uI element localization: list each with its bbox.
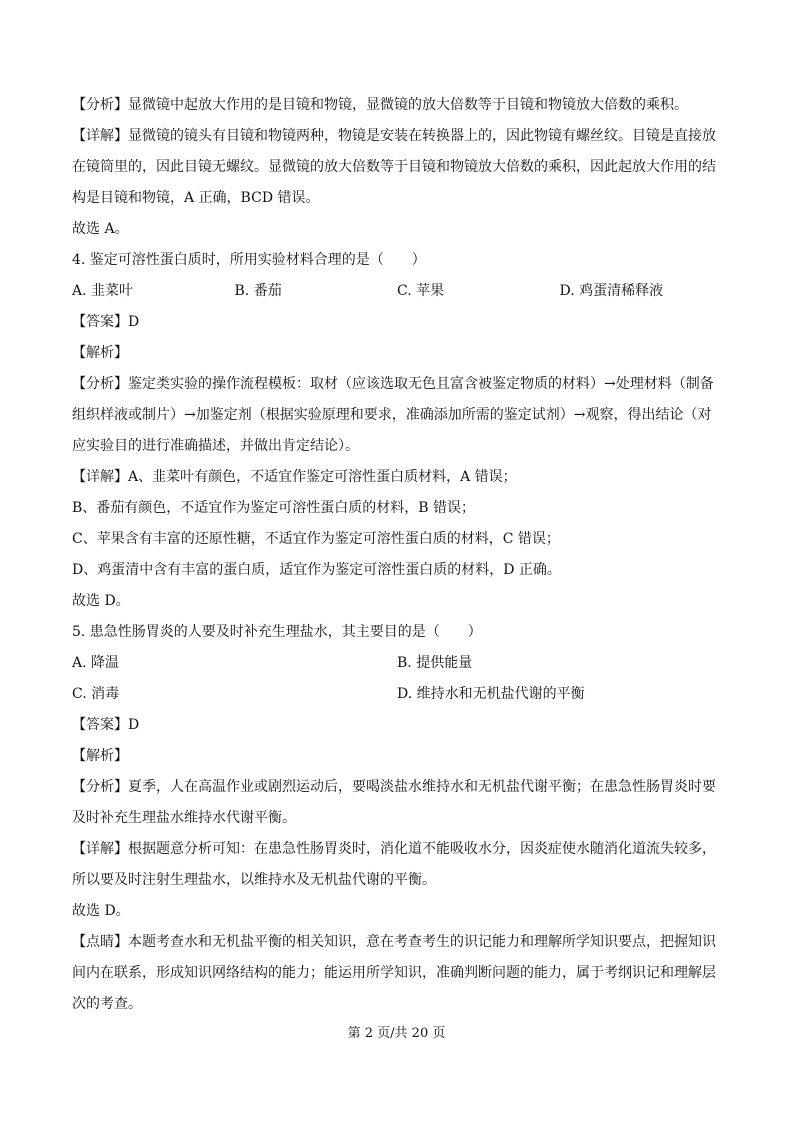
text-line: 及时补充生理盐水维持水代谢平衡。 bbox=[72, 810, 296, 826]
answer-option: B. 番茄 bbox=[234, 283, 282, 299]
text-line: 【分析】显微镜中起放大作用的是目镜和物镜，显微镜的放大倍数等于目镜和物镜放大倍数的乘积。 bbox=[72, 97, 688, 113]
text-line: 【详解】A、韭菜叶有颜色，不适宜作鉴定可溶性蛋白质材料，A 错误； bbox=[72, 469, 517, 485]
text-line: 【详解】显微镜的镜头有目镜和物镜两种，物镜是安装在转换器上的，因此物镜有螺丝纹。目镜是直接放 bbox=[72, 128, 716, 144]
text-line: 【点睛】本题考查水和无机盐平衡的相关知识，意在考查考生的识记能力和理解所学知识要点，把握知识 bbox=[72, 934, 716, 950]
text-line: 间内在联系，形成知识网络结构的能力；能运用所学知识，准确判断问题的能力，属于考纲识记和理解层 bbox=[72, 965, 716, 981]
page-content bbox=[72, 90, 722, 1020]
text-line: 故选 D。 bbox=[72, 593, 130, 609]
answer-option: C. 苹果 bbox=[397, 283, 445, 299]
answer-options-row bbox=[72, 648, 722, 679]
answer-option: A. 降温 bbox=[72, 655, 120, 671]
text-line: 应实验目的进行准确描述，并做出肯定结论）。 bbox=[72, 438, 359, 454]
page-footer: 第 2 页/共 20 页 bbox=[347, 1026, 446, 1041]
text-line: 【分析】鉴定类实验的操作流程模板：取材（应该选取无色且富含被鉴定物质的材料）→处理材料（制备 bbox=[72, 376, 714, 392]
text-line: B、番茄有颜色，不适宜作为鉴定可溶性蛋白质的材料，B 错误； bbox=[72, 500, 476, 516]
text-line: 【分析】夏季，人在高温作业或剧烈运动后，要喝淡盐水维持水和无机盐代谢平衡；在患急性肠胃炎时要 bbox=[72, 779, 716, 795]
text-line: 【解析】 bbox=[72, 345, 128, 361]
answer-option: D. 维持水和无机盐代谢的平衡 bbox=[397, 686, 585, 702]
text-line: 故选 A。 bbox=[72, 221, 129, 237]
text-line: 4. 鉴定可溶性蛋白质时，所用实验材料合理的是（ ） bbox=[72, 252, 426, 268]
text-line: 【答案】D bbox=[72, 717, 140, 733]
text-line: 在镜筒里的，因此目镜无螺纹。显微镜的放大倍数等于目镜和物镜放大倍数的乘积，因此起放大作用的结 bbox=[72, 159, 716, 175]
text-line: 5. 患急性肠胃炎的人要及时补充生理盐水，其主要目的是（ ） bbox=[72, 624, 482, 640]
text-line: 【答案】D bbox=[72, 314, 140, 330]
answer-options-row bbox=[72, 679, 722, 710]
text-line: 次的考查。 bbox=[72, 996, 142, 1012]
text-line: D、鸡蛋清中含有丰富的蛋白质，适宜作为鉴定可溶性蛋白质的材料，D 正确。 bbox=[72, 562, 561, 578]
text-line: 构是目镜和物镜，A 正确，BCD 错误。 bbox=[72, 190, 320, 206]
answer-option: A. 韭菜叶 bbox=[72, 283, 134, 299]
text-line: C、苹果含有丰富的还原性糖，不适宜作为鉴定可溶性蛋白质的材料，C 错误； bbox=[72, 531, 560, 547]
answer-options-row bbox=[72, 276, 722, 307]
text-line: 所以要及时注射生理盐水，以维持水及无机盐代谢的平衡。 bbox=[72, 872, 436, 888]
text-line: 【详解】根据题意分析可知：在患急性肠胃炎时，消化道不能吸收水分，因炎症使水随消化道流失较多， bbox=[72, 841, 716, 857]
text-line: 组织样液或制片）→加鉴定剂（根据实验原理和要求，准确添加所需的鉴定试剂）→观察，得出结论（对 bbox=[72, 407, 712, 423]
text-line: 【解析】 bbox=[72, 748, 128, 764]
answer-option: B. 提供能量 bbox=[397, 655, 473, 671]
text-line: 故选 D。 bbox=[72, 903, 130, 919]
answer-option: D. 鸡蛋清稀释液 bbox=[559, 283, 664, 299]
answer-option: C. 消毒 bbox=[72, 686, 120, 702]
